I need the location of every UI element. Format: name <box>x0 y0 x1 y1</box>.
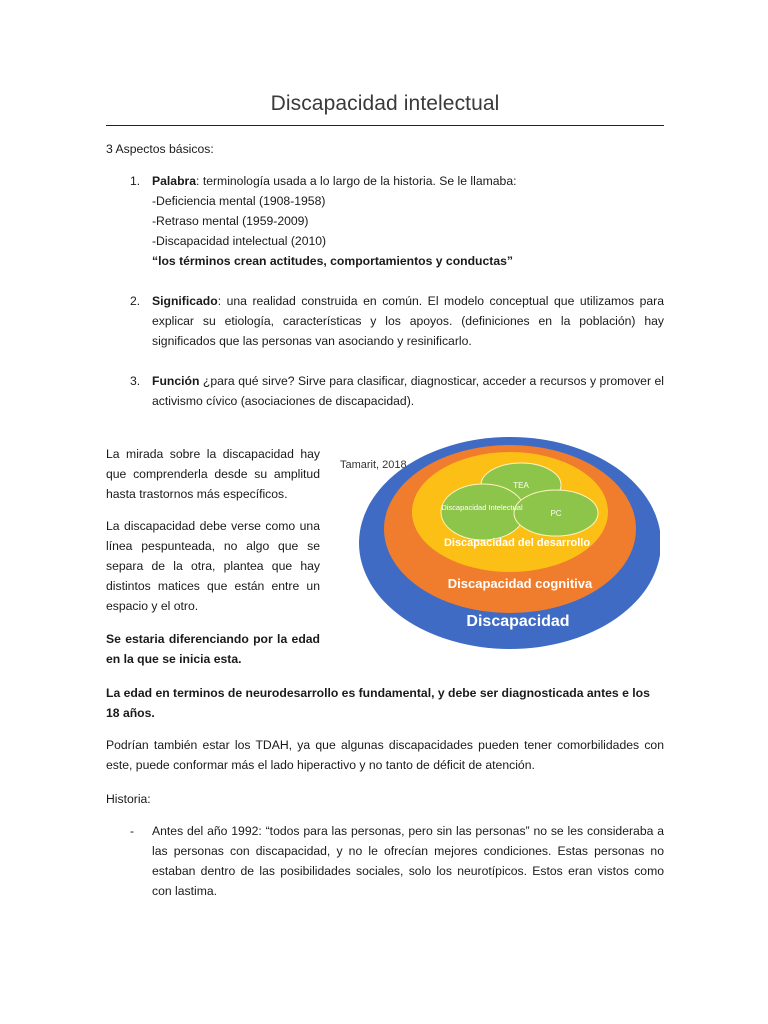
aspect-3-head: Función <box>152 374 200 388</box>
circle-discapacidad-intelectual <box>441 484 525 540</box>
history-item-1: Antes del año 1992: “todos para las personas, pero sin las personas” no se les consideraba a las personas con discapacidad, y no le ofrecían mejores condiciones. Estas personas no estaban dentro de las posibilidades sociales, solo los neurotípicos. Estos eran vistos como con lastima. <box>152 824 664 898</box>
aspect-1-quote: “los términos crean actitudes, comportamientos y conductas” <box>152 254 513 268</box>
disability-nested-diagram <box>330 436 660 654</box>
aspect-1-number: 1. <box>130 174 141 188</box>
aspect-3 <box>152 371 664 411</box>
circle-label-tea: TEA <box>513 481 529 490</box>
side-paragraph-2: La discapacidad debe verse como una línea pespunteada, no algo que se separa de la otra, plantea que hay distintos matices que están entre un espacio y el otro. <box>106 519 320 613</box>
title-rule <box>106 125 664 126</box>
aspect-1-text: : terminología usada a lo largo de la historia. Se le llamaba: <box>196 174 517 188</box>
circle-label-pc: PC <box>550 509 562 518</box>
aspect-1 <box>152 171 664 271</box>
historia-heading: Historia: <box>106 792 151 806</box>
side-paragraph-3: Se estaria diferenciando por la edad en la que se inicia esta. <box>106 632 320 666</box>
aspect-2-head: Significado <box>152 294 218 308</box>
page-title: Discapacidad intelectual <box>270 92 500 115</box>
diagram-source-label: Tamarit, 2018 <box>340 459 407 471</box>
aspect-1-line-3: -Discapacidad intelectual (2010) <box>152 234 327 248</box>
circle-label-intelectual: Discapacidad Intelectual <box>441 503 523 512</box>
side-paragraph-1: La mirada sobre la discapacidad hay que comprenderla desde su amplitud hasta trastornos más específicos. <box>106 447 320 501</box>
history-item-1-dash: - <box>130 824 135 838</box>
aspect-3-text: ¿para qué sirve? Sirve para clasificar, diagnosticar, acceder a recursos y promover el activismo cívico (asociaciones de discapacidad). <box>152 374 664 408</box>
aspect-2 <box>152 291 664 351</box>
ring-label-desarrollo: Discapacidad del desarrollo <box>443 537 591 549</box>
aspect-1-line-2: -Retraso mental (1959-2009) <box>152 214 309 228</box>
intro-text: 3 Aspectos básicos: <box>106 142 214 156</box>
aspect-1-head: Palabra <box>152 174 197 188</box>
aspect-1-line-1: -Deficiencia mental (1908-1958) <box>152 194 326 208</box>
bold-paragraph: La edad en terminos de neurodesarrollo es fundamental, y debe ser diagnosticada antes e los 18 años. <box>106 686 650 720</box>
tdah-paragraph: Podrían también estar los TDAH, ya que algunas discapacidades pueden tener comorbilidades con este, puede conformar más el lado hiperactivo y no tanto de déficit de atención. <box>106 738 664 772</box>
aspect-2-text: : una realidad construida en común. El modelo conceptual que utilizamos para explicar su etiología, características y los apoyos. (definiciones en la población) hay significados que las personas van asociando y resinificarlo. <box>152 294 664 348</box>
ring-label-cognitiva: Discapacidad cognitiva <box>447 576 593 591</box>
aspect-3-number: 3. <box>130 374 141 388</box>
ring-label-discapacidad: Discapacidad <box>466 613 570 630</box>
aspect-2-number: 2. <box>130 294 141 308</box>
